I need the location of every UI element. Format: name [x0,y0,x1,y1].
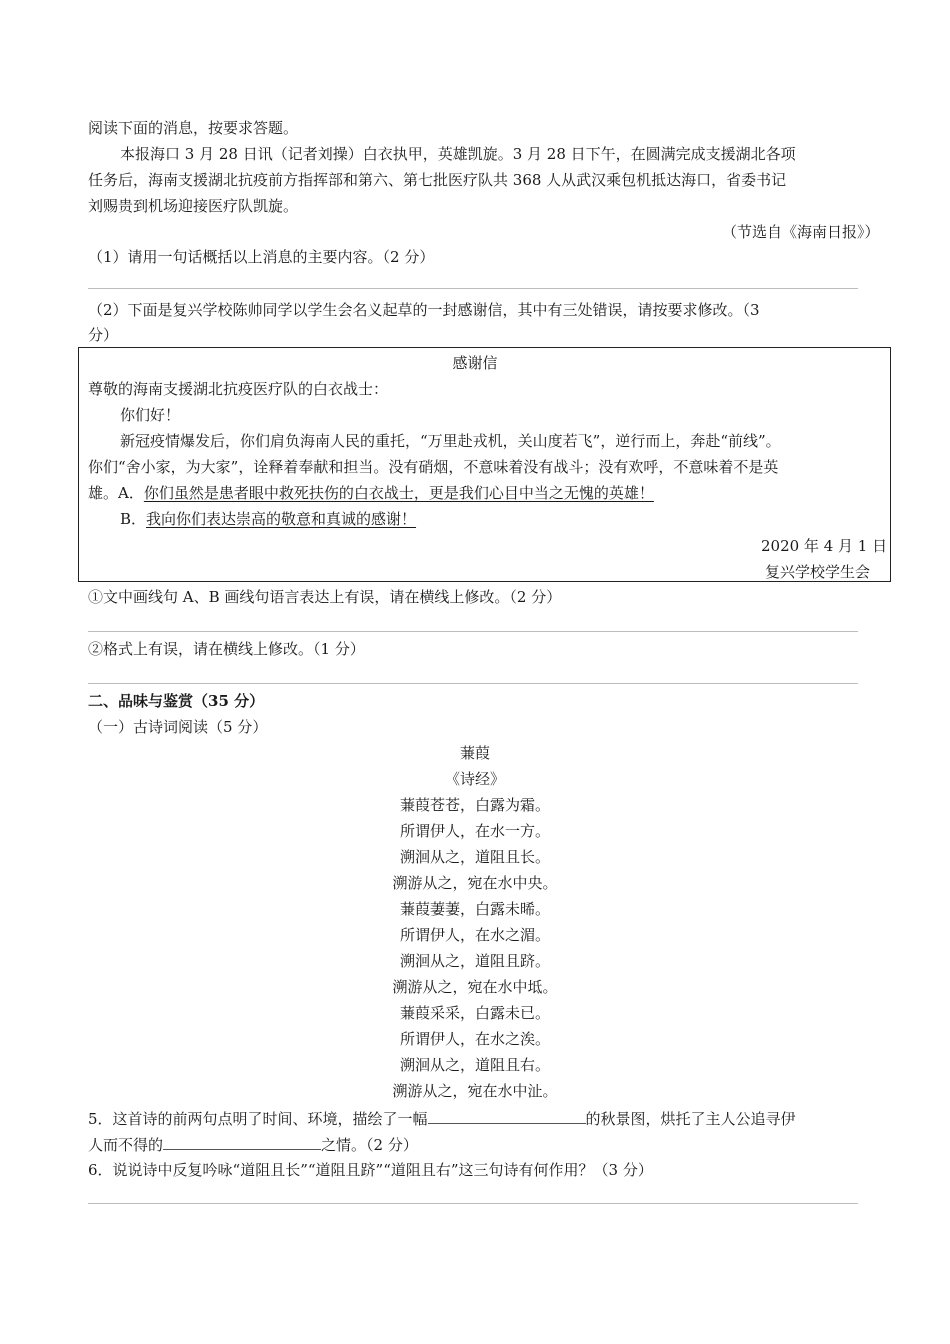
letter-body-line [120,506,416,532]
letter-greeting: 你们好！ [120,406,181,424]
question-1: （1）请用一句话概括以上消息的主要内容。（2 分） [88,248,435,266]
letter-salutation: 尊敬的海南支援湖北抗疫医疗队的白衣战士： [88,380,389,398]
news-paragraph-line: 刘赐贵到机场迎接医疗队凯旋。 [88,197,299,215]
question-6: 6．说说诗中反复吟咏“道阻且长”“道阻且跻”“道阻且右”这三句诗有何作用？（3 分） [88,1161,653,1179]
poem-line: 蒹葭采采，白露未已。 [399,1004,550,1022]
poem-line: 蒹葭萋萋，白露未晞。 [399,900,550,918]
question-5-text: 5．这首诗的前两句点明了时间、环境，描绘了一幅 [88,1110,428,1128]
letter-body-line: 你们“舍小家，为大家”，诠释着奉献和担当。没有硝烟，不意味着没有战斗；没有欢呼，不意味着不是英 [88,458,779,476]
answer-line[interactable] [88,631,858,632]
poem-line: 溯洄从之，道阻且跻。 [399,952,550,970]
poem-line: 溯游从之，宛在水中坻。 [392,978,558,996]
question-5-text: 人而不得的 [88,1136,164,1154]
poem-line: 溯洄从之，道阻且长。 [399,848,550,866]
poem-line: 溯游从之，宛在水中央。 [392,874,558,892]
answer-line[interactable] [88,288,858,289]
part-heading: （一）古诗词阅读（5 分） [88,718,268,736]
letter-label-b: B． [120,510,147,528]
underlined-sentence-a: 你们虽然是患者眼中救死扶伤的白衣战士，更是我们心目中当之无愧的英雄！ [143,484,654,502]
poem-line: 溯洄从之，道阻且右。 [399,1056,550,1074]
question-5-line [88,1131,418,1158]
question-5-text: 之情。（2 分） [321,1136,418,1154]
question-5-text: 的秋景图，烘托了主人公追寻伊 [585,1110,796,1128]
news-source: （节选自《海南日报》） [722,223,880,241]
letter-body-line [88,480,654,506]
news-paragraph-line: 本报海口 3 月 28 日讯（记者刘操）白衣执甲，英雄凯旋。3 月 28 日下午，在圆满完成支援湖北各项 [120,145,796,163]
letter-body-line: 新冠疫情爆发后，你们肩负海南人民的重托，“万里赴戎机，关山度若飞”，逆行而上，奔赴“前线”。 [120,432,781,450]
section-heading: 二、品味与鉴赏（35 分） [88,692,265,710]
letter-date: 2020 年 4 月 1 日 [761,537,888,555]
poem-line: 溯游从之，宛在水中沚。 [392,1082,558,1100]
letter-title: 感谢信 [452,354,498,372]
poem-title: 蒹葭 [459,744,490,762]
answer-line[interactable] [88,683,858,684]
poem-line: 所谓伊人，在水之涘。 [399,1030,550,1048]
fill-blank-2[interactable] [163,1131,321,1150]
poem-line: 所谓伊人，在水之湄。 [399,926,550,944]
question-5-line [88,1105,796,1132]
poem-line: 蒹葭苍苍，白露为霜。 [399,796,550,814]
question-2-line: （2）下面是复兴学校陈帅同学以学生会名义起草的一封感谢信，其中有三处错误，请按要求修改。（3 [88,301,760,319]
sub-question-1: ①文中画线句 A、B 画线句语言表达上有误，请在横线上修改。（2 分） [88,588,562,606]
poem-source: 《诗经》 [444,770,505,788]
fill-blank-1[interactable] [428,1105,586,1124]
news-paragraph-line: 任务后，海南支援湖北抗疫前方指挥部和第六、第七批医疗队共 368 人从武汉乘包机抵达海口，省委书记 [88,171,787,189]
answer-line[interactable] [88,1203,858,1204]
poem-line: 所谓伊人，在水一方。 [399,822,550,840]
letter-signature: 复兴学校学生会 [765,563,871,581]
question-2-line: 分） [88,326,119,344]
sub-question-2: ②格式上有误，请在横线上修改。（1 分） [88,640,365,658]
reading-instruction: 阅读下面的消息，按要求答题。 [88,119,299,137]
underlined-sentence-b: 我向你们表达崇高的敬意和真诚的感谢！ [146,510,417,528]
letter-body-prefix: 雄。A． [88,484,144,502]
